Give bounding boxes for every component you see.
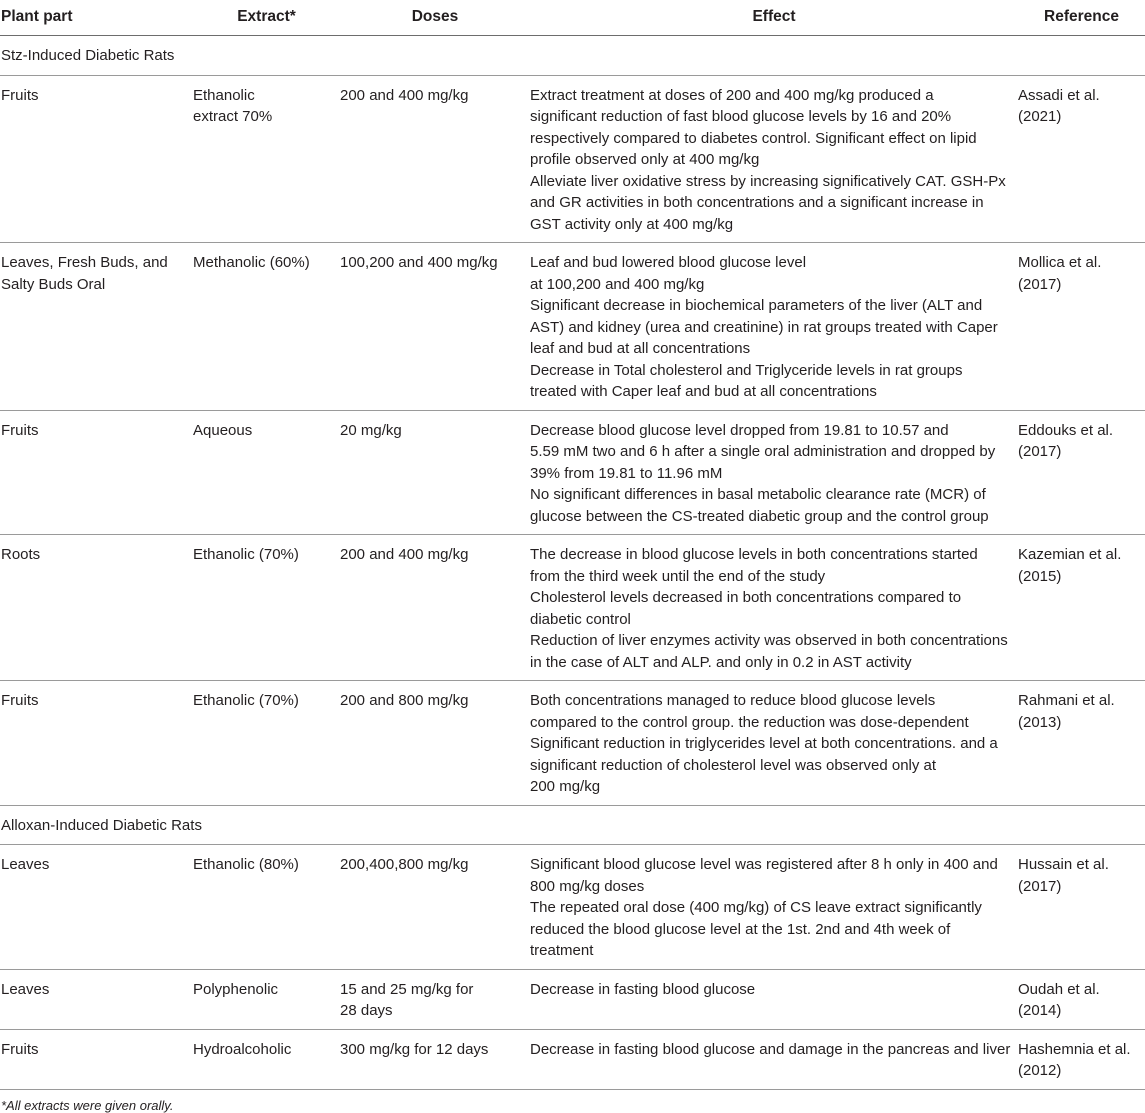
cell-reference <box>1018 410 1145 535</box>
cell-reference <box>1018 535 1145 681</box>
cell-reference <box>1018 969 1145 1029</box>
group-title: Alloxan-Induced Diabetic Rats <box>0 805 1145 845</box>
cell-reference <box>1018 75 1145 243</box>
cell-extract <box>193 243 340 411</box>
cell-line: 200 and 800 mg/kg <box>340 692 469 709</box>
cell-plant-part <box>0 243 193 411</box>
cell-line: Hashemnia et al. <box>1018 1040 1131 1058</box>
cell-doses <box>340 410 530 535</box>
cell-line: Extract treatment at doses of 200 and 400 mg/kg produced a <box>530 86 934 104</box>
cell-extract <box>193 969 340 1029</box>
cell-line: Leaves <box>1 856 50 873</box>
cell-line: significant reduction of fast blood glucose levels by 16 and 20% <box>530 108 952 125</box>
cell-line: (2013) <box>1018 713 1062 731</box>
cell-line: 100,200 and 400 mg/kg <box>340 254 498 271</box>
cell-effect <box>530 75 1018 243</box>
table-row <box>0 243 1145 411</box>
cell-line: Roots <box>1 546 41 563</box>
cell-reference <box>1018 845 1145 970</box>
cell-line: Significant decrease in biochemical parameters of the liver (ALT and <box>530 297 983 314</box>
cell-line: The decrease in blood glucose levels in both concentrations started <box>530 546 978 563</box>
cell-line: Kazemian et al. <box>1018 546 1122 563</box>
cell-doses <box>340 535 530 681</box>
cell-line: Ethanolic (70%) <box>193 546 299 563</box>
cell-line: at 100,200 and 400 mg/kg <box>530 275 705 293</box>
cell-line: Polyphenolic <box>193 980 279 998</box>
cell-line: in the case of ALT and ALP. and only in 0.2 in AST activity <box>530 653 912 671</box>
cell-line: 200 and 400 mg/kg <box>340 86 469 104</box>
cell-line: from the third week until the end of the study <box>530 567 826 585</box>
cell-line: Aqueous <box>193 421 253 439</box>
table-header <box>0 4 1145 36</box>
cell-line: Alleviate liver oxidative stress by increasing significatively CAT. GSH-Px <box>530 172 1006 190</box>
cell-line: (2017) <box>1018 877 1062 895</box>
cell-extract <box>193 410 340 535</box>
cell-plant-part <box>0 535 193 681</box>
cell-line: treated with Caper leaf and bud at all concentrations <box>530 383 877 400</box>
cell-line: Hydroalcoholic <box>193 1040 292 1058</box>
cell-reference <box>1018 1029 1145 1089</box>
cell-line: 200,400,800 mg/kg <box>340 856 469 873</box>
cell-line: (2017) <box>1018 443 1062 460</box>
cell-line: 20 mg/kg <box>340 421 402 439</box>
table-body <box>0 36 1145 1090</box>
cell-plant-part <box>0 410 193 535</box>
cell-line: 800 mg/kg doses <box>530 877 645 895</box>
cell-doses <box>340 1029 530 1089</box>
table-row <box>0 75 1145 243</box>
cell-line: Oudah et al. <box>1018 980 1100 998</box>
cell-line: (2012) <box>1018 1062 1062 1079</box>
cell-effect <box>530 410 1018 535</box>
cell-reference <box>1018 681 1145 806</box>
cell-reference <box>1018 243 1145 411</box>
cell-doses <box>340 969 530 1029</box>
header-effect: Effect <box>530 4 1018 36</box>
header-reference: Reference <box>1018 4 1145 36</box>
cell-line: Ethanolic (80%) <box>193 856 299 873</box>
cell-line: Decrease blood glucose level dropped from 19.81 to 10.57 and <box>530 421 949 439</box>
cell-line: Decrease in fasting blood glucose and damage in the pancreas and liver <box>530 1040 1011 1058</box>
header-doses: Doses <box>340 4 530 36</box>
table-row <box>0 535 1145 681</box>
cell-line: Fruits <box>1 421 39 439</box>
cell-line: 300 mg/kg for 12 days <box>340 1040 489 1058</box>
cell-line: compared to the control group. the reduction was dose-dependent <box>530 713 969 731</box>
cell-plant-part <box>0 845 193 970</box>
cell-line: Rahmani et al. <box>1018 692 1115 709</box>
cell-line: Fruits <box>1 692 39 709</box>
group-row <box>0 36 1145 76</box>
data-table <box>0 4 1145 1090</box>
cell-line: treatment <box>530 942 594 959</box>
cell-doses <box>340 75 530 243</box>
cell-line: Eddouks et al. <box>1018 421 1114 439</box>
cell-line: 200 and 400 mg/kg <box>340 546 469 563</box>
cell-effect <box>530 969 1018 1029</box>
cell-plant-part <box>0 1029 193 1089</box>
cell-line: (2021) <box>1018 108 1062 125</box>
cell-doses <box>340 681 530 806</box>
cell-line: Hussain et al. <box>1018 856 1109 873</box>
cell-line: Significant blood glucose level was registered after 8 h only in 400 and <box>530 856 998 873</box>
cell-effect <box>530 535 1018 681</box>
cell-line: (2014) <box>1018 1002 1062 1019</box>
cell-line: Decrease in fasting blood glucose <box>530 980 756 998</box>
cell-line: Ethanolic <box>193 86 255 104</box>
cell-line: Both concentrations managed to reduce blood glucose levels <box>530 692 936 709</box>
cell-line: 200 mg/kg <box>530 778 601 795</box>
cell-line: 5.59 mM two and 6 h after a single oral administration and dropped by <box>530 443 996 460</box>
cell-line: The repeated oral dose (400 mg/kg) of CS leave extract significantly <box>530 899 982 916</box>
cell-extract <box>193 681 340 806</box>
cell-line: reduced the blood glucose level at the 1st. 2nd and 4th week of <box>530 920 951 938</box>
cell-line: 28 days <box>340 1002 393 1019</box>
cell-plant-part <box>0 681 193 806</box>
cell-extract <box>193 535 340 681</box>
cell-extract <box>193 1029 340 1089</box>
cell-line: Salty Buds Oral <box>1 275 106 293</box>
cell-line: Leaves <box>1 980 50 998</box>
cell-plant-part <box>0 969 193 1029</box>
cell-line: diabetic control <box>530 610 631 628</box>
cell-effect <box>530 1029 1018 1089</box>
cell-line: Mollica et al. <box>1018 254 1102 271</box>
cell-line: Leaves, Fresh Buds, and <box>1 254 168 271</box>
cell-doses <box>340 845 530 970</box>
cell-line: respectively compared to diabetes control. Significant effect on lipid <box>530 129 977 147</box>
table-footnote: *All extracts were given orally. <box>1 1097 174 1113</box>
cell-plant-part <box>0 75 193 243</box>
group-title: Stz-Induced Diabetic Rats <box>0 36 1145 76</box>
cell-doses <box>340 243 530 411</box>
cell-line: (2017) <box>1018 275 1062 293</box>
cell-line: glucose between the CS-treated diabetic group and the control group <box>530 507 989 525</box>
cell-line: Decrease in Total cholesterol and Triglyceride levels in rat groups <box>530 361 963 379</box>
header-extract: Extract* <box>193 4 340 36</box>
cell-extract <box>193 75 340 243</box>
cell-effect <box>530 681 1018 806</box>
cell-line: leaf and bud at all concentrations <box>530 340 751 357</box>
table-row <box>0 969 1145 1029</box>
cell-line: Reduction of liver enzymes activity was observed in both concentrations <box>530 632 1008 649</box>
table-row <box>0 845 1145 970</box>
table-row <box>0 1029 1145 1089</box>
cell-line: Assadi et al. <box>1018 86 1100 104</box>
cell-line: (2015) <box>1018 567 1062 585</box>
table-row <box>0 410 1145 535</box>
cell-extract <box>193 845 340 970</box>
group-row <box>0 805 1145 845</box>
cell-line: extract 70% <box>193 108 273 125</box>
cell-line: AST) and kidney (urea and creatinine) in rat groups treated with Caper <box>530 318 998 336</box>
cell-line: Cholesterol levels decreased in both concentrations compared to <box>530 589 962 606</box>
cell-effect <box>530 243 1018 411</box>
cell-line: and GR activities in both concentrations and a significant increase in <box>530 194 984 211</box>
cell-line: Fruits <box>1 86 39 104</box>
cell-line: No significant differences in basal metabolic clearance rate (MCR) of <box>530 486 986 503</box>
cell-line: Fruits <box>1 1040 39 1058</box>
header-plant-part: Plant part <box>0 4 193 36</box>
table-row <box>0 681 1145 806</box>
cell-effect <box>530 845 1018 970</box>
cell-line: 15 and 25 mg/kg for <box>340 980 474 998</box>
cell-line: Methanolic (60%) <box>193 254 310 271</box>
cell-line: 39% from 19.81 to 11.96 mM <box>530 464 723 482</box>
cell-line: GST activity only at 400 mg/kg <box>530 215 734 233</box>
cell-line: Ethanolic (70%) <box>193 692 299 709</box>
cell-line: Leaf and bud lowered blood glucose level <box>530 254 807 271</box>
cell-line: profile observed only at 400 mg/kg <box>530 151 760 168</box>
cell-line: Significant reduction in triglycerides level at both concentrations. and a <box>530 735 998 752</box>
cell-line: significant reduction of cholesterol level was observed only at <box>530 756 937 774</box>
